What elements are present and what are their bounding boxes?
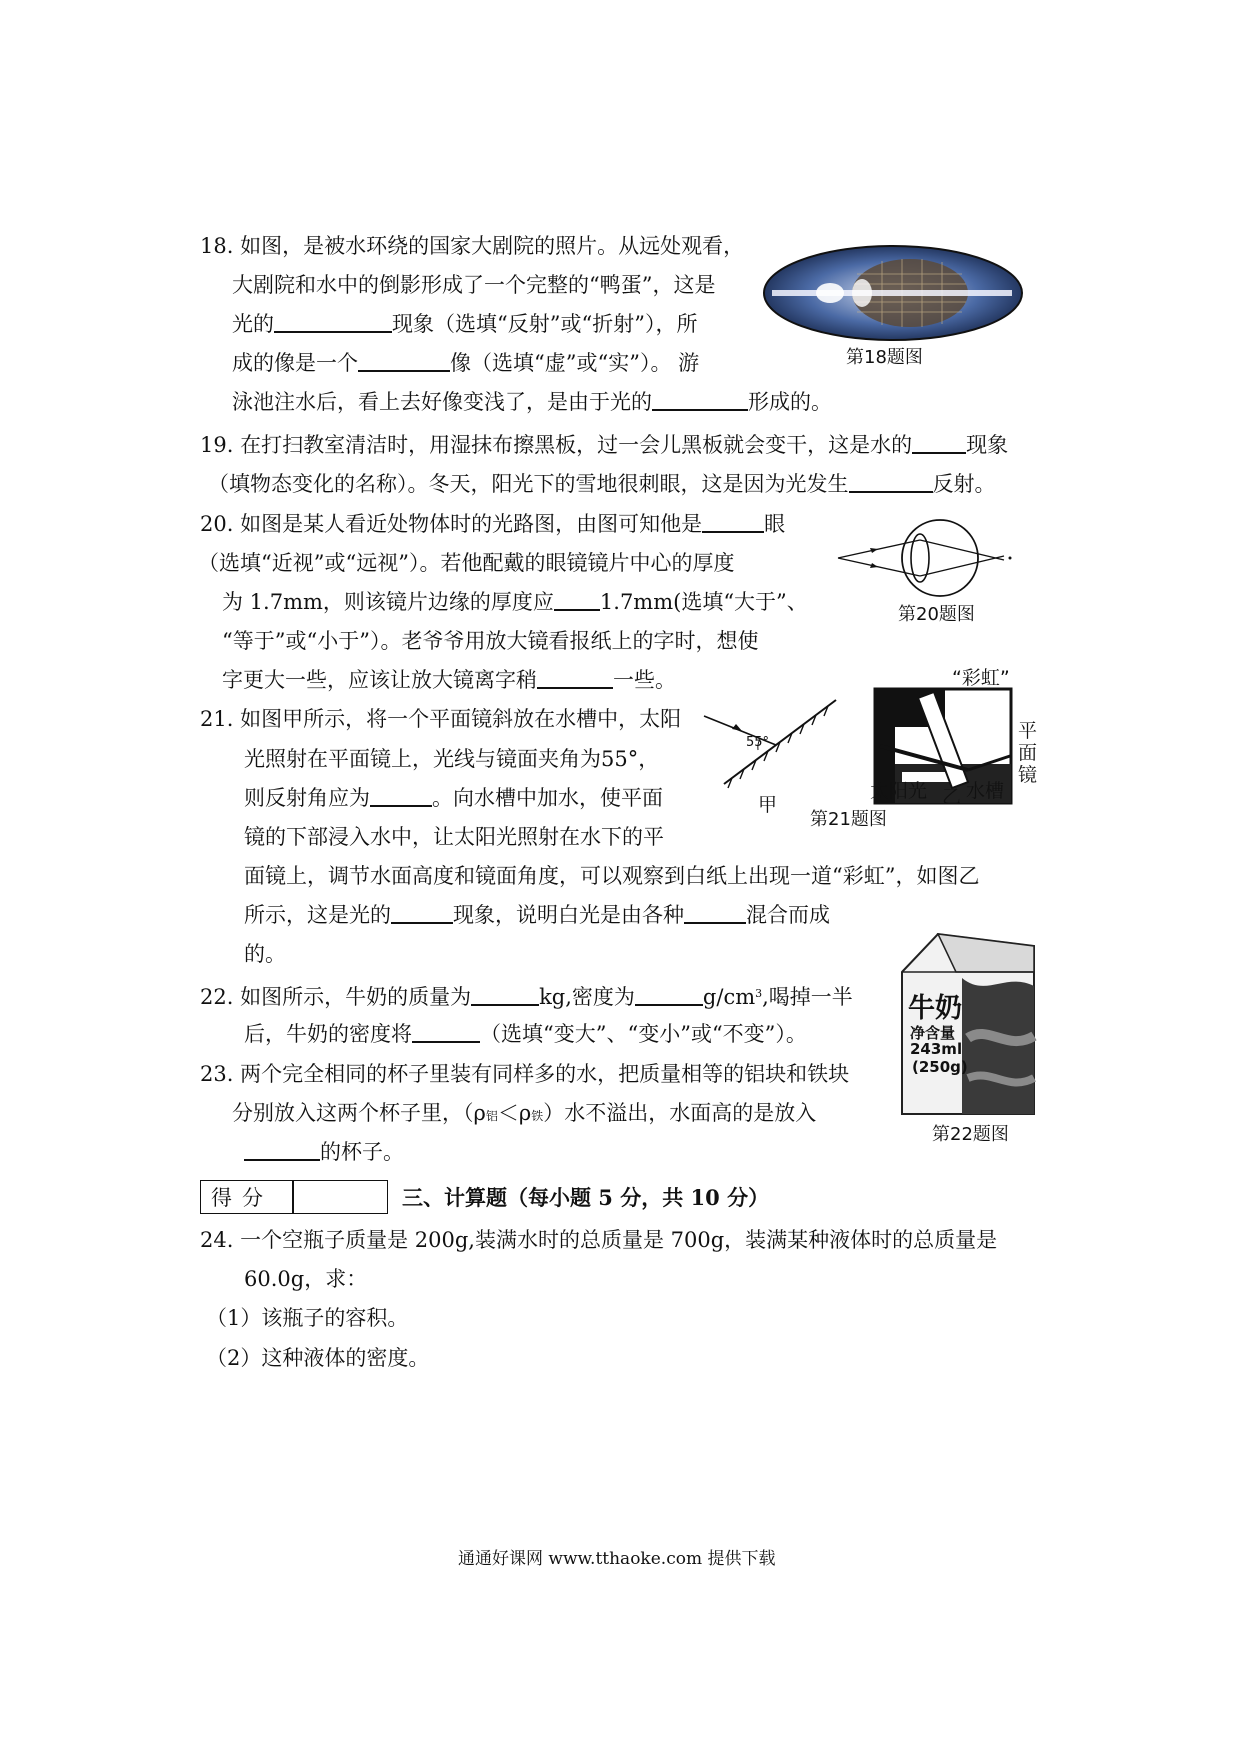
q18-line4: 成的像是一个 像（选填“虚”或“实”）。 游	[232, 351, 700, 375]
q24-line1: 24. 一个空瓶子质量是 200g,装满水时的总质量是 700g，装满某种液体时的总质量是	[200, 1228, 998, 1252]
q21-caption: 第21题图	[810, 809, 887, 830]
sunlight-label: 太阳光	[870, 780, 928, 802]
q20-line4: “等于”或“小于”）。老爷爷用放大镜看报纸上的字时，想使	[222, 629, 759, 653]
q21-line2: 光照射在平面镜上，光线与镜面夹角为55°，	[244, 747, 660, 771]
q23-line3: 的杯子。	[244, 1138, 404, 1166]
q21-line5: 面镜上，调节水面高度和镜面角度，可以观察到白纸上出现一道“彩虹”，如图乙	[244, 864, 980, 888]
q21-blank3[interactable]	[684, 902, 746, 924]
q21-line1: 21. 如图甲所示，将一个平面镜斜放在水槽中，太阳	[200, 707, 682, 731]
q18-blank3[interactable]	[652, 389, 748, 411]
score-divider	[292, 1181, 294, 1213]
milk-title: 牛奶	[908, 993, 962, 1024]
q21-angle-label: 55°	[746, 735, 770, 750]
score-label: 得分	[211, 1186, 273, 1210]
q18-blank2[interactable]	[358, 350, 450, 372]
mirror-label: 平面镜	[1018, 720, 1038, 786]
q23-line1: 23. 两个完全相同的杯子里装有同样多的水，把质量相等的铝块和铁块	[200, 1062, 850, 1086]
q22-blank1[interactable]	[471, 984, 539, 1006]
q22-blank2[interactable]	[635, 984, 703, 1006]
mirror-reflection-diagram	[700, 692, 842, 792]
q22-caption: 第22题图	[932, 1124, 1009, 1145]
q20-line3: 为 1.7mm，则该镜片边缘的厚度应 1.7mm(选填“大于”、	[222, 590, 808, 614]
q24-part1: （1）该瓶子的容积。	[206, 1306, 409, 1330]
q20-line2: （选填“近视”或“远视”）。若他配戴的眼镜镜片中心的厚度	[198, 551, 735, 575]
yi-label: 乙	[942, 786, 962, 808]
q23-line2: 分别放入这两个杯子里，（ρ铝＜ρ铁）水不溢出，水面高的是放入	[232, 1101, 817, 1125]
q18-line2: 大剧院和水中的倒影形成了一个完整的“鸭蛋”，这是	[232, 273, 716, 297]
q20-line1: 20. 如图是某人看近处物体时的光路图，由图可知他是 眼	[200, 512, 786, 536]
score-box	[200, 1180, 388, 1214]
trough-label: 水槽	[966, 780, 1005, 802]
grand-theatre-photo	[762, 244, 1024, 342]
q22-line2: 后，牛奶的密度将 （选填“变大”、“变小”或“不变”）。	[244, 1022, 807, 1046]
q18-blank1[interactable]	[274, 311, 392, 333]
q20-blank3[interactable]	[537, 667, 613, 689]
page-footer: 通通好课网 www.tthaoke.com 提供下载	[458, 1549, 776, 1569]
q22-line1: 22. 如图所示，牛奶的质量为 kg,密度为 $g/cm^3$,喝掉一半	[200, 985, 853, 1009]
section3-title: 三、计算题（每小题 5 分，共 10 分）	[402, 1185, 770, 1210]
q21-blank2[interactable]	[391, 902, 453, 924]
q22-blank3[interactable]	[412, 1021, 480, 1043]
q24-line2: 60.0g，求：	[244, 1267, 368, 1291]
q20-caption: 第20题图	[898, 604, 975, 625]
q21-blank1[interactable]	[370, 785, 432, 807]
q20-blank1[interactable]	[702, 511, 764, 533]
q19-line2: （填物态变化的名称）。冬天，阳光下的雪地很刺眼，这是因为光发生 反射。	[208, 472, 996, 496]
q19-blank2[interactable]	[849, 471, 933, 493]
q18-line3: 光的 现象（选填“反射”或“折射”），所	[232, 312, 698, 336]
milk-net-label: 净含量	[910, 1024, 956, 1042]
q21-line3: 则反射角应为 。向水槽中加水，使平面	[244, 786, 663, 810]
rainbow-label: “彩虹”	[952, 667, 1010, 689]
q21-line4: 镜的下部浸入水中，让太阳光照射在水下的平	[244, 825, 664, 849]
q21-line6: 所示，这是光的 现象，说明白光是由各种 混合而成	[244, 903, 830, 927]
q18-line1: 18. 如图，是被水环绕的国家大剧院的照片。从远处观看，	[200, 234, 745, 258]
q20-blank2[interactable]	[554, 589, 600, 611]
milk-mass: (250g)	[912, 1058, 968, 1076]
q19-line1: 19. 在打扫教室清洁时，用湿抹布擦黑板，过一会儿黑板就会变干，这是水的 现象	[200, 433, 1009, 457]
jia-label: 甲	[758, 794, 778, 816]
q21-line7: 的。	[244, 942, 286, 966]
q18-caption: 第18题图	[846, 347, 923, 368]
q24-part2: （2）这种液体的密度。	[206, 1346, 430, 1370]
q23-blank1[interactable]	[244, 1139, 320, 1161]
q18-line5: 泳池注水后，看上去好像变浅了，是由于光的 形成的。	[232, 390, 832, 414]
milk-volume: 243ml	[910, 1040, 963, 1058]
eye-ray-diagram	[834, 516, 1018, 600]
q19-blank1[interactable]	[912, 432, 966, 454]
q20-line5: 字更大一些，应该让放大镜离字稍 一些。	[222, 668, 676, 692]
